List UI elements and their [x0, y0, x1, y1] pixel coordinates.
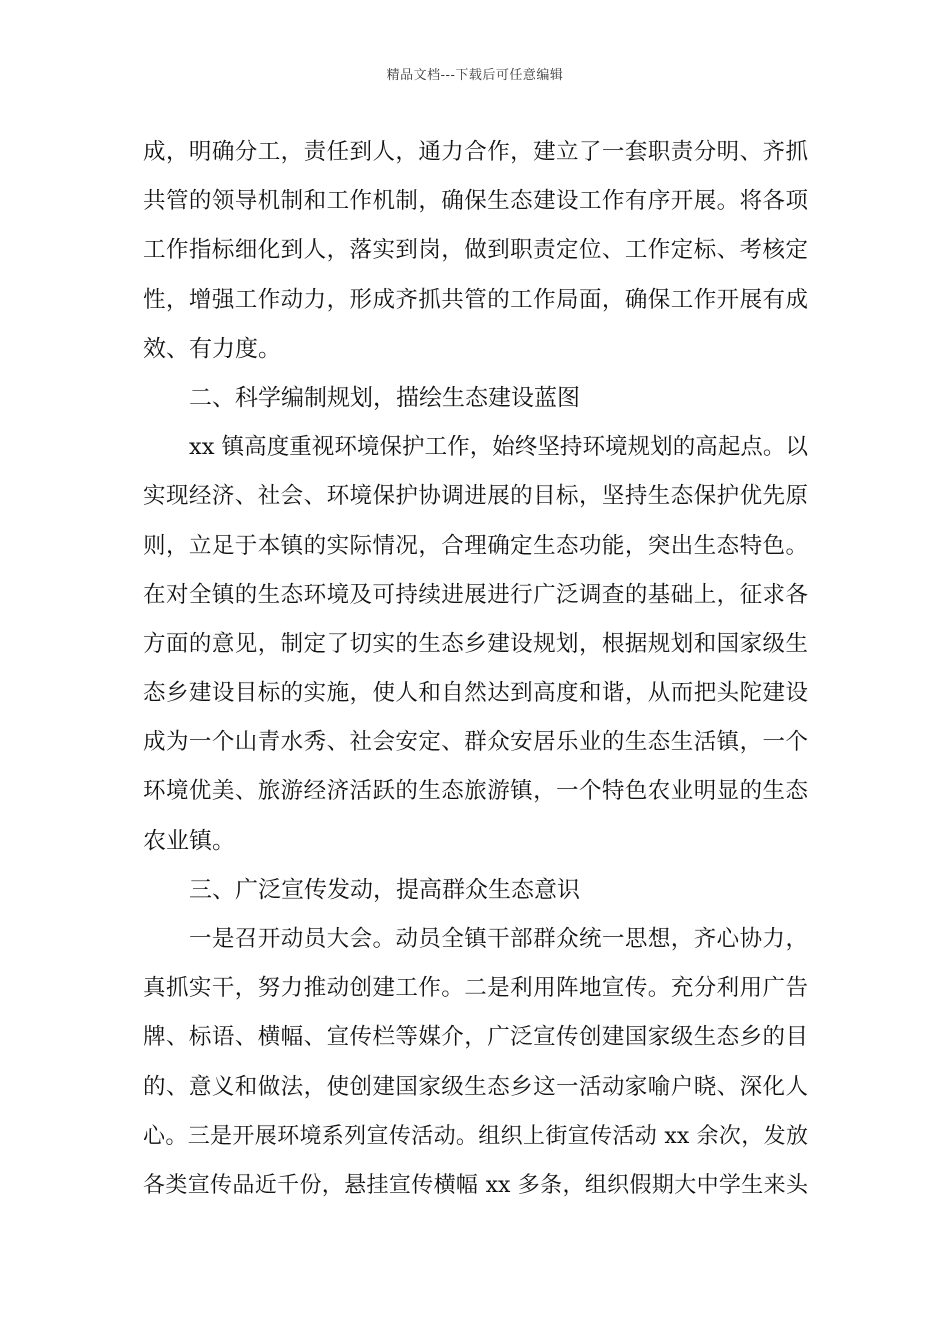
text-line: 实现经济、社会、环境保护协调进展的目标，坚持生态保护优先原	[143, 483, 808, 510]
text-line: 则，立足于本镇的实际情况，合理确定生态功能，突出生态特色。	[143, 532, 808, 559]
text-line: 共管的领导机制和工作机制，确保生态建设工作有序开展。将各项	[143, 188, 808, 215]
text-line: 方面的意见，制定了切实的生态乡建设规划，根据规划和国家级生	[143, 630, 808, 657]
text-line: 态乡建设目标的实施，使人和自然达到高度和谐，从而把头陀建设	[143, 680, 808, 707]
text-line: 二、科学编制规划，描绘生态建设蓝图	[189, 384, 580, 411]
text-line: xx 镇高度重视环境保护工作，始终坚持环境规划的高起点。以	[189, 434, 808, 461]
page-header: 精品文档---下载后可任意编辑	[386, 68, 564, 83]
document-body	[143, 128, 808, 1210]
text-line: 各类宣传品近千份，悬挂宣传横幅 xx 多条，组织假期大中学生来头	[143, 1172, 808, 1198]
text-line: 工作指标细化到人，落实到岗，做到职责定位、工作定标、考核定	[143, 237, 808, 264]
text-line: 成为一个山青水秀、社会安定、群众安居乐业的生态生活镇，一个	[143, 729, 808, 756]
text-line: 的、意义和做法，使创建国家级生态乡这一活动家喻户晓、深化人	[143, 1073, 808, 1100]
text-line: 环境优美、旅游经济活跃的生态旅游镇，一个特色农业明显的生态	[143, 778, 808, 805]
text-line: 农业镇。	[143, 827, 235, 854]
text-line: 牌、标语、横幅、宣传栏等媒介，广泛宣传创建国家级生态乡的目	[143, 1024, 808, 1051]
text-line: 心。三是开展环境系列宣传活动。组织上街宣传活动 xx 余次，发放	[143, 1123, 808, 1149]
text-line: 性，增强工作动力，形成齐抓共管的工作局面，确保工作开展有成	[143, 286, 808, 313]
text-line: 效、有力度。	[143, 335, 281, 362]
text-line: 成，明确分工，责任到人，通力合作，建立了一套职责分明、齐抓	[143, 139, 808, 165]
text-line: 真抓实干，努力推动创建工作。二是利用阵地宣传。充分利用广告	[143, 975, 808, 1002]
text-line: 在对全镇的生态环境及可持续进展进行广泛调查的基础上，征求各	[143, 581, 808, 608]
text-line: 三、广泛宣传发动，提高群众生态意识	[189, 876, 580, 903]
text-line: 一是召开动员大会。动员全镇干部群众统一思想，齐心协力，	[189, 926, 808, 952]
